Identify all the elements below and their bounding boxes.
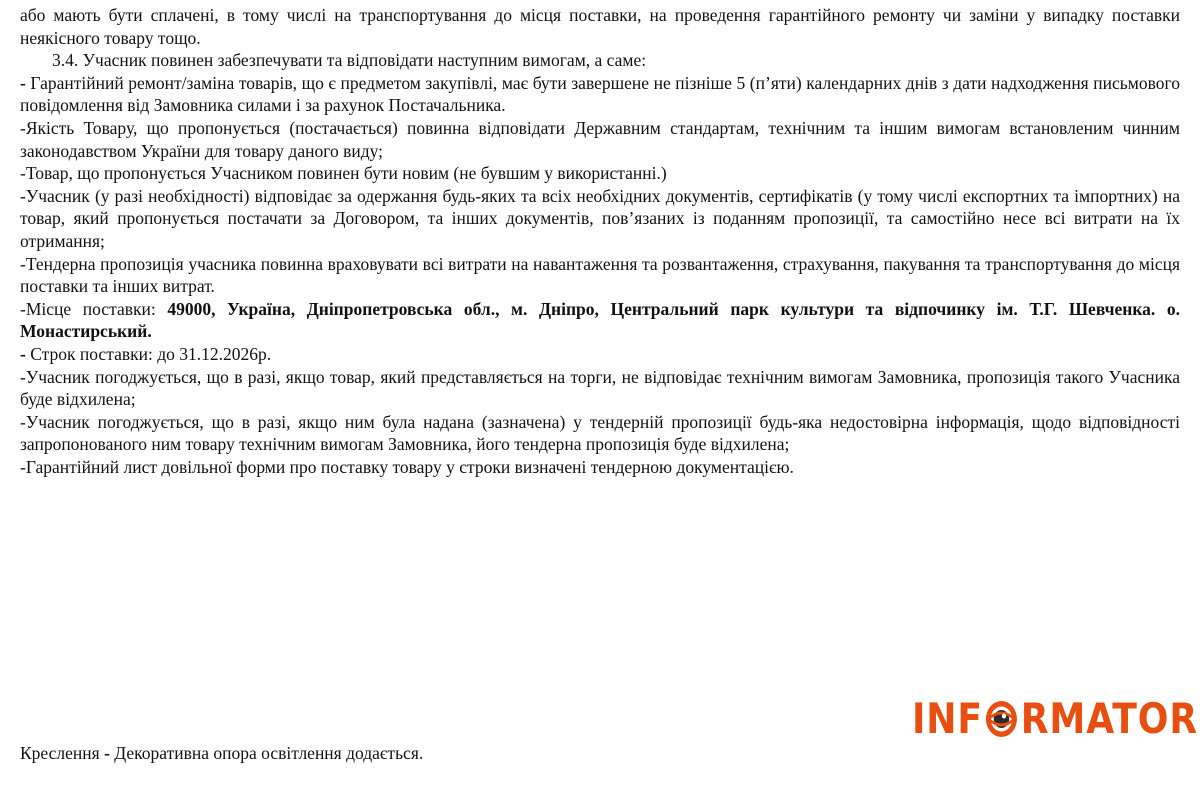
drawing-note-text: Декоративна опора освітлення додається.: [114, 743, 424, 763]
drawing-note-label: Креслення: [20, 743, 100, 763]
drawing-note-separator: -: [99, 743, 115, 763]
delivery-term-text: Строк поставки: до 31.12.2026р.: [30, 343, 272, 364]
list-dash: -: [20, 72, 31, 93]
logo-text-right: RMATOR: [1020, 693, 1198, 743]
paragraph-delivery-place: [20, 298, 1180, 343]
list-dash: -: [20, 343, 31, 364]
informator-watermark-logo: [912, 692, 1198, 744]
paragraph-payment-terms: або мають бути сплачені, в тому числі на транспортування до місця поставки, на проведення гарантійного ремонту чи заміни у випадку поставки неякісного товару тощо.: [20, 5, 1180, 48]
paragraph-rejection-false-info: -Учасник погоджується, що в разі, якщо ним була надана (зазначена) у тендерній пропозиції будь-яка недостовірна інформація, щодо відповідності запропонованого ним товару технічним вимогам Замовника, його тендерна пропозиція буде відхилена;: [20, 411, 1180, 455]
paragraph-new-goods: -Товар, що пропонується Учасником повинен бути новим (не бувшим у використанні.): [20, 163, 667, 184]
paragraph-rejection-nonconforming: -Учасник погоджується, що в разі, якщо товар, який представляється на торги, не відповідає технічним вимогам Замовника, пропозиція такого Учасника буде відхилена;: [20, 366, 1180, 410]
eye-icon: [985, 699, 1019, 739]
delivery-place-label: -Місце поставки:: [20, 298, 168, 319]
paragraph-quality-standards: -Якість Товару, що пропонується (постачається) повинна відповідати Державним стандартам, технічним та іншим вимогам встановленим чинним законодавством України для товару даного виду;: [20, 117, 1180, 161]
logo-text-left: INF: [912, 693, 983, 743]
warranty-repair-text: Гарантійний ремонт/заміна товарів, що є предметом закупівлі, має бути завершене не пізніше 5 (п’яти) календарних днів з дати надходження письмового повідомлення від Замовника силами і за рахунок Постачальника.: [20, 72, 1180, 116]
paragraph-warranty-repair: [20, 72, 1180, 117]
delivery-place-address: 49000, Україна, Дніпропетровська обл., м. Дніпро, Центральний парк культури та відпочинку ім. Т.Г. Шевченка. о. Монастирський.: [20, 298, 1180, 342]
drawing-note: [20, 742, 423, 764]
paragraph-guarantee-letter: -Гарантійний лист довільної форми про поставку товару у строки визначені тендерною документацією.: [20, 456, 794, 477]
paragraph-tender-costs: -Тендерна пропозиція учасника повинна враховувати всі витрати на навантаження та розвантаження, страхування, пакування та транспортування до місця поставки та інших витрат.: [20, 253, 1180, 297]
document-body: [20, 4, 1180, 478]
paragraph-delivery-term: [20, 343, 1180, 366]
paragraph-documents: -Учасник (у разі необхідності) відповідає за одержання будь-яких та всіх необхідних документів, сертифікатів (у тому числі експортних та імпортних) на товар, який пропонується постачати за Договором, та інших документів, пов’язаних із поданням пропозиції, та самостійно несе всі витрати на їх отримання;: [20, 185, 1180, 251]
section-3-4-heading: 3.4. Учасник повинен забезпечувати та відповідати наступним вимогам, а саме:: [52, 50, 647, 71]
